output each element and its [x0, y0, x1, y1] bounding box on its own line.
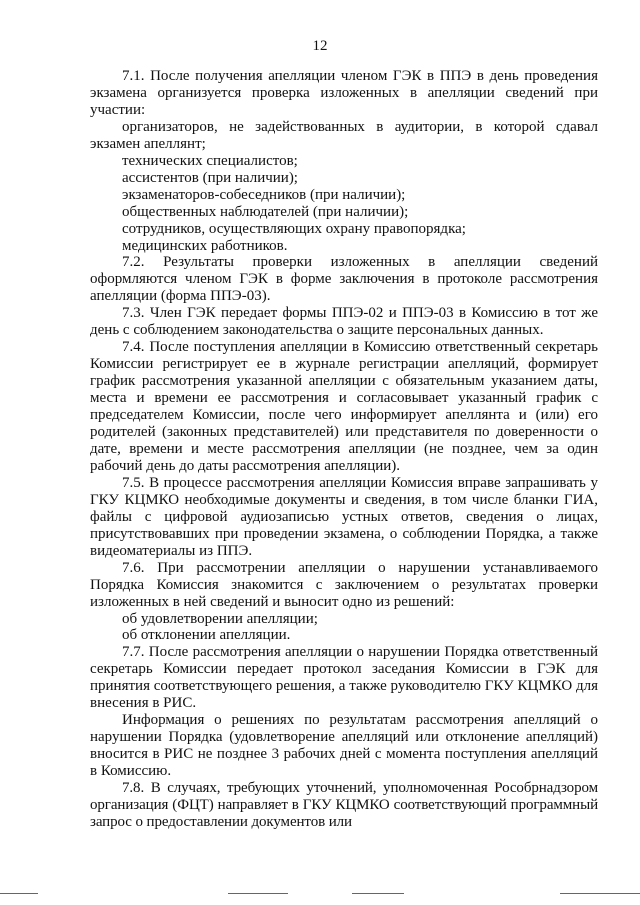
list-item: экзаменаторов-собеседников (при наличии); — [122, 186, 406, 203]
scan-edge-mark — [0, 893, 38, 894]
paragraph-7-7: 7.7. После рассмотрения апелляции о нарушении Порядка ответственный секретарь Комиссии передает протокол заседания Комиссии в ГЭК для принятия соответствующего решения, а также руководителю ГКУ КЦМКО для внесения в РИС. — [90, 644, 598, 712]
list-item: сотрудников, осуществляющих охрану правопорядка; — [122, 220, 466, 237]
list-item: об удовлетворении апелляции; — [122, 610, 318, 627]
paragraph-7-1: 7.1. После получения апелляции членом ГЭК в ППЭ в день проведения экзамена организуется проверка изложенных в апелляции сведений при участии: — [90, 68, 598, 118]
paragraph-7-5: 7.5. В процессе рассмотрения апелляции Комиссия вправе запрашивать у ГКУ КЦМКО необходимые документы и сведения, в том числе бланки ГИА, файлы с цифровой аудиозаписью устных ответов, сведения о лицах, присутствовавших при проведении экзамена, о соблюдении Порядка, а также видеоматериалы из ППЭ. — [90, 474, 598, 559]
paragraph-7-3: 7.3. Член ГЭК передает формы ППЭ-02 и ППЭ-03 в Комиссию в тот же день с соблюдением законодательства о защите персональных данных. — [90, 305, 598, 339]
list-item: об отклонении апелляции. — [122, 627, 291, 644]
scan-edge-mark — [560, 893, 640, 894]
page-number: 12 — [312, 38, 328, 54]
paragraph-7-8: 7.8. В случаях, требующих уточнений, уполномоченная Рособрнадзором организация (ФЦТ) направляет в ГКУ КЦМКО соответствующий программный запрос о предоставлении документов или — [90, 780, 598, 830]
scan-edge-mark — [352, 893, 404, 894]
paragraph-7-7-info: Информация о решениях по результатам рассмотрения апелляций о нарушении Порядка (удовлетворение апелляций или отклонение апелляций) вносится в РИС не позднее 3 рабочих дней с момента поступления апелляций в Комиссию. — [90, 712, 598, 780]
list-item: медицинских работников. — [122, 237, 288, 254]
list-item: организаторов, не задействованных в аудитории, в которой сдавал экзамен апеллянт; — [90, 118, 598, 152]
scan-edge-mark — [228, 893, 288, 894]
list-item: ассистентов (при наличии); — [122, 169, 298, 186]
paragraph-7-4: 7.4. После поступления апелляции в Комиссию ответственный секретарь Комиссии регистрирует ее в журнале регистрации апелляций, формирует график рассмотрения указанной апелляции с обязательным указанием даты, места и времени ее рассмотрения и согласовывает указанный график с председателем Комиссии, после чего информирует апеллянта и (или) его родителей (законных представителей) или представителя по доверенности о дате, времени и месте рассмотрения апелляции (не позднее, чем за один рабочий день до даты рассмотрения апелляции). — [90, 339, 598, 474]
list-item: общественных наблюдателей (при наличии); — [122, 203, 409, 220]
list-item: технических специалистов; — [122, 152, 298, 169]
paragraph-7-2: 7.2. Результаты проверки изложенных в апелляции сведений оформляются членом ГЭК в форме заключения в протоколе рассмотрения апелляции (форма ППЭ-03). — [90, 254, 598, 305]
document-body — [90, 68, 598, 831]
paragraph-7-6: 7.6. При рассмотрении апелляции о нарушении устанавливаемого Порядка Комиссия знакомится с заключением о результатах проверки изложенных в ней сведений и выносит одно из решений: — [90, 559, 598, 610]
